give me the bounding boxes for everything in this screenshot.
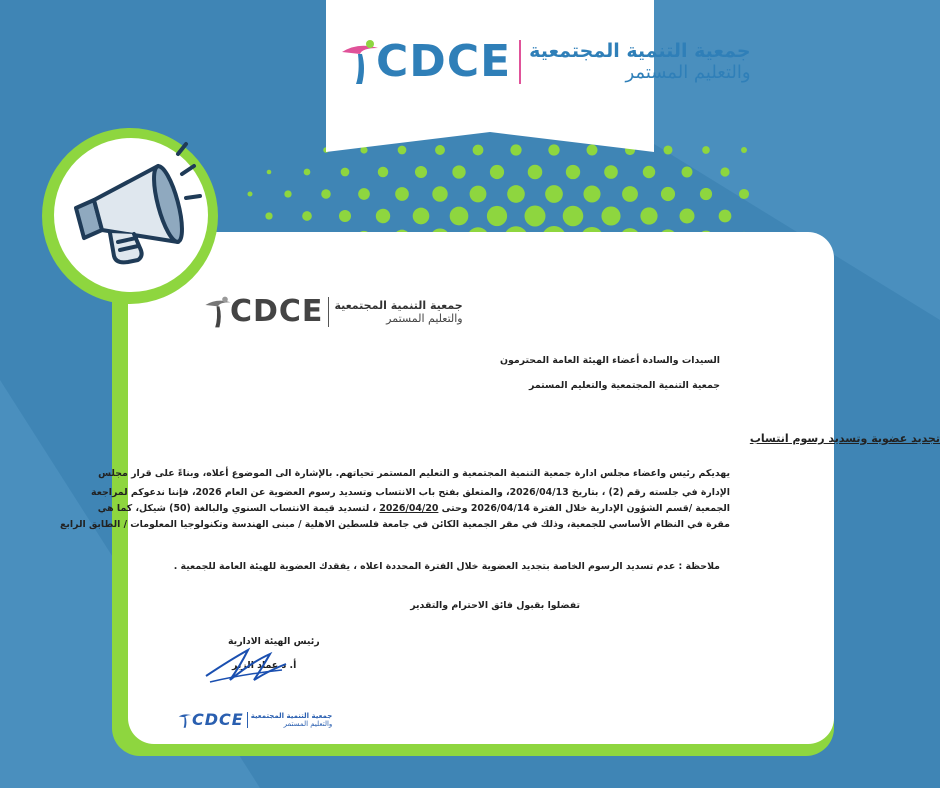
decor-dot bbox=[415, 166, 427, 178]
paragraph-line3-part-a: الجمعية /قسم الشؤون الإدارية خلال الفترة 2026/04/14 وحتى bbox=[438, 503, 730, 514]
decor-dot bbox=[679, 208, 694, 223]
paragraph-line1: يهديكم رئيس واعضاء مجلس ادارة جمعية التنمية المجتمعية و التعليم المستمر تحياتهم. بالإشارة الى الموضوع أعلاه، وبناءً على قرار مجلس bbox=[98, 468, 730, 479]
doc-logo-divider bbox=[328, 297, 329, 327]
decor-dot bbox=[700, 188, 712, 200]
deadline-date: 2026/04/20 bbox=[379, 503, 439, 514]
stamp-name-line2: والتعليم المستمر bbox=[283, 719, 333, 728]
megaphone-badge bbox=[42, 128, 218, 304]
decor-dot bbox=[528, 165, 543, 180]
decor-dot bbox=[378, 167, 388, 177]
stamp-name-line1: جمعية التنمية المجتمعية bbox=[250, 711, 333, 720]
decor-dot bbox=[267, 170, 272, 175]
decor-dot bbox=[395, 187, 409, 201]
decor-dot bbox=[450, 207, 469, 226]
note-text: ملاحظة : عدم تسديد الرسوم الخاصة بتجديد العضوية خلال الفترة المحددة اعلاه ، يفقدك العضوية للهيئة العامة للجمعية . bbox=[173, 561, 720, 572]
decor-dot bbox=[601, 206, 620, 225]
decor-dot bbox=[545, 185, 563, 203]
decor-dot bbox=[413, 208, 430, 225]
logo-name-line2: والتعليم المستمر bbox=[625, 62, 751, 83]
logo-figure-icon bbox=[204, 295, 232, 329]
megaphone-icon bbox=[54, 138, 208, 292]
paragraph-line3 bbox=[97, 503, 730, 515]
decor-dot bbox=[720, 167, 729, 176]
decor-dot bbox=[507, 185, 525, 203]
decor-dot bbox=[719, 210, 732, 223]
megaphone-badge-inner bbox=[54, 138, 208, 292]
decor-dot bbox=[302, 211, 312, 221]
decor-dot bbox=[563, 206, 584, 227]
stamp-divider bbox=[247, 712, 248, 728]
decor-dot bbox=[643, 166, 655, 178]
signature-name: أ. د عماد الزير bbox=[232, 660, 297, 671]
decor-dot bbox=[682, 167, 693, 178]
decor-dot bbox=[432, 186, 447, 201]
decor-dot bbox=[487, 206, 507, 226]
doc-logo-name-line2: والتعليم المستمر bbox=[386, 311, 463, 325]
decor-dot bbox=[341, 168, 350, 177]
decor-dot bbox=[741, 147, 747, 153]
decor-dot bbox=[640, 207, 657, 224]
organization-stamp bbox=[178, 710, 332, 729]
decor-dot bbox=[284, 190, 291, 197]
logo-name-line1: جمعية التنمية المجتمعية bbox=[529, 40, 751, 62]
signature-title: رئيس الهيئة الادارية bbox=[228, 636, 320, 647]
document-logo bbox=[204, 294, 463, 329]
decor-dot bbox=[265, 212, 272, 219]
decor-dot bbox=[304, 169, 311, 176]
signature-scribble bbox=[200, 640, 290, 690]
decor-dot bbox=[470, 186, 487, 203]
logo-figure-icon bbox=[178, 711, 192, 729]
decor-dot bbox=[452, 165, 465, 178]
decor-dot bbox=[583, 185, 600, 202]
doc-logo-name-line1: جمعية التنمية المجتمعية bbox=[334, 298, 463, 312]
decor-dot bbox=[321, 189, 331, 199]
decor-dot bbox=[604, 165, 618, 179]
paragraph-line4: مقرة في النظام الأساسي للجمعية، وذلك في مقر الجمعية الكائن في جامعة فلسطين الاهلية / مبنى الهندسة وتكنولوجيا المعلومات / الطابق الرابع bbox=[59, 519, 730, 530]
logo-arabic-name bbox=[529, 40, 750, 83]
decor-dot bbox=[663, 145, 672, 154]
paragraph-line3-part-b: ، لتسديد قيمة الانتساب السنوي والبالغة (50) شيكل، كما هي bbox=[97, 503, 380, 514]
decor-dot bbox=[358, 188, 370, 200]
decor-dot bbox=[739, 189, 749, 199]
decor-dot bbox=[248, 192, 253, 197]
banner-logo bbox=[340, 36, 751, 87]
decor-dot bbox=[524, 205, 545, 226]
decor-dot bbox=[702, 146, 710, 154]
decor-dot bbox=[376, 209, 390, 223]
paragraph-line2: الإدارة في جلسته رقم (2) ، بتاريخ 2026/04/13، والمتعلق بفتح باب الانتساب وتسديد رسوم العضوية عن العام 2026، فإننا ندعوكم لمراجعة bbox=[91, 487, 730, 498]
decor-dot bbox=[490, 165, 504, 179]
document-subject: تجديد عضوية وتسديد رسوم انتساب bbox=[749, 432, 940, 445]
addressee-line2: جمعية التنمية المجتمعية والتعليم المستمر bbox=[529, 380, 720, 391]
stamp-arabic-name bbox=[251, 712, 333, 728]
decor-dot bbox=[566, 165, 580, 179]
doc-logo-wordmark: CDCE bbox=[230, 294, 324, 329]
logo-divider bbox=[519, 40, 521, 84]
logo-wordmark: CDCE bbox=[376, 36, 512, 87]
stamp-wordmark: CDCE bbox=[192, 710, 244, 729]
decor-dot bbox=[661, 187, 675, 201]
doc-logo-arabic-name bbox=[334, 299, 462, 325]
decor-dot bbox=[622, 186, 638, 202]
decor-dot bbox=[339, 210, 351, 222]
closing-text: تفضلوا بقبول فائق الاحترام والتقدير bbox=[410, 600, 580, 611]
logo-figure-icon bbox=[340, 38, 380, 86]
addressee-line1: السيدات والسادة أعضاء الهيئة العامة المحترمون bbox=[499, 355, 720, 366]
